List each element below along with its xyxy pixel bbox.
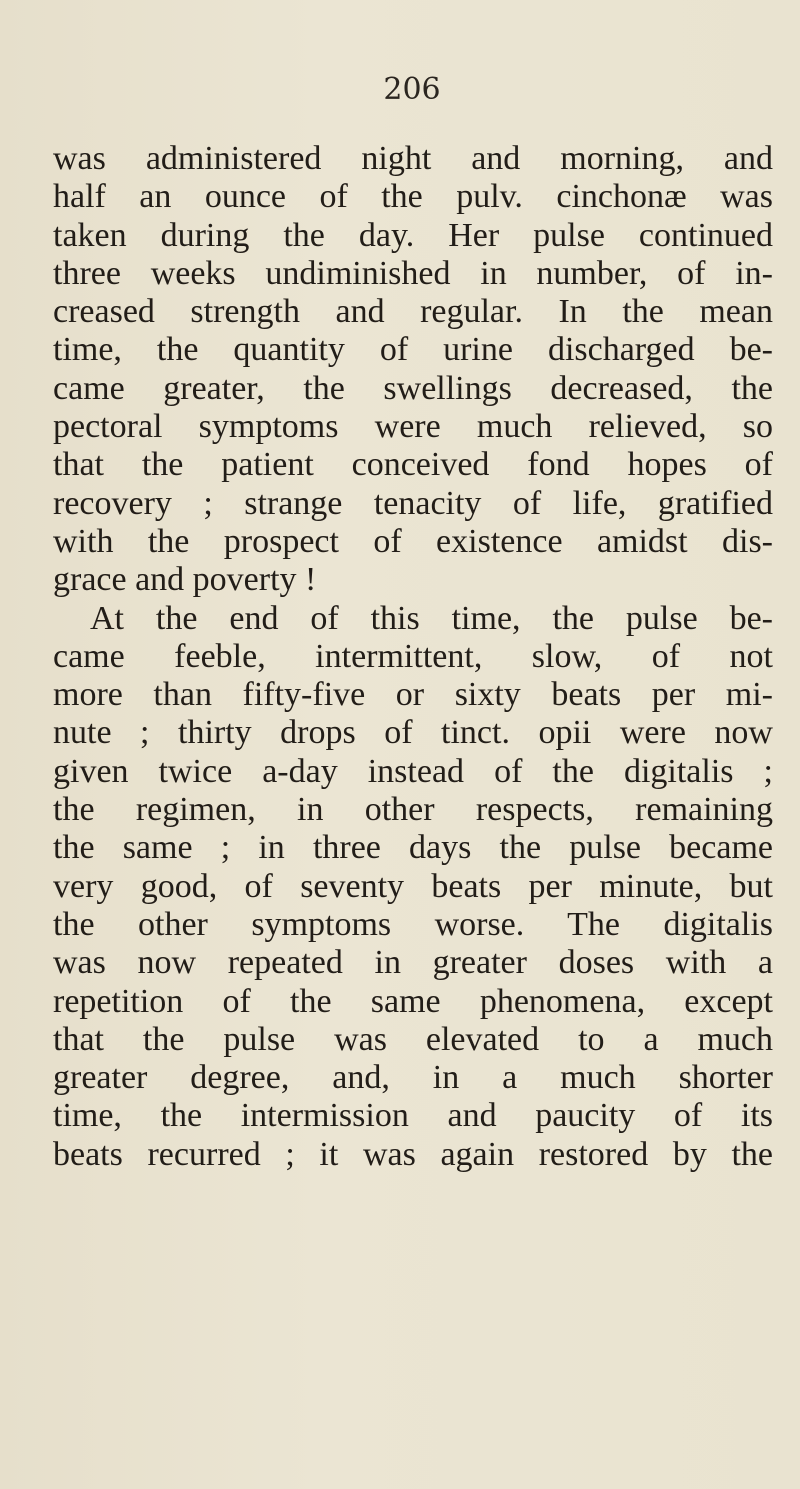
text-line: very good, of seventy beats per minute, but — [53, 867, 773, 905]
text-line: was administered night and morning, and — [53, 140, 773, 177]
text-line: the other symptoms worse. The digitalis — [53, 905, 773, 943]
text-line: nute ; thirty drops of tinct. opii were now — [53, 714, 773, 752]
text-line: came greater, the swellings decreased, the — [53, 369, 773, 407]
text-line: given twice a-day instead of the digitalis ; — [53, 752, 773, 790]
text-line: more than fifty-five or sixty beats per mi- — [53, 676, 773, 714]
text-line: that the pulse was elevated to a much — [53, 1020, 773, 1058]
text-line: three weeks undiminished in number, of in- — [53, 254, 773, 292]
text-line: taken during the day. Her pulse continued — [53, 216, 773, 254]
text-line: with the prospect of existence amidst dis- — [53, 522, 773, 560]
text-line: time, the quantity of urine discharged be- — [53, 331, 773, 369]
text-line: recovery ; strange tenacity of life, gratified — [53, 484, 773, 522]
page-number: 206 — [383, 72, 441, 107]
page-body-text — [53, 140, 773, 1174]
text-line: was now repeated in greater doses with a — [53, 944, 773, 982]
text-line: time, the intermission and paucity of its — [53, 1097, 773, 1135]
text-line: creased strength and regular. In the mean — [53, 293, 773, 331]
text-line: At the end of this time, the pulse be- — [90, 599, 773, 637]
text-line: came feeble, intermittent, slow, of not — [53, 637, 773, 675]
text-line: pectoral symptoms were much relieved, so — [53, 408, 773, 446]
text-line: the same ; in three days the pulse became — [53, 829, 773, 867]
text-line: repetition of the same phenomena, except — [53, 982, 773, 1020]
text-line: the regimen, in other respects, remaining — [53, 791, 773, 829]
text-line: grace and poverty ! — [53, 561, 317, 599]
text-line: half an ounce of the pulv. cinchonæ was — [53, 178, 773, 216]
text-line: beats recurred ; it was again restored by the — [53, 1135, 773, 1173]
text-line: that the patient conceived fond hopes of — [53, 446, 773, 484]
text-line: greater degree, and, in a much shorter — [53, 1059, 773, 1097]
